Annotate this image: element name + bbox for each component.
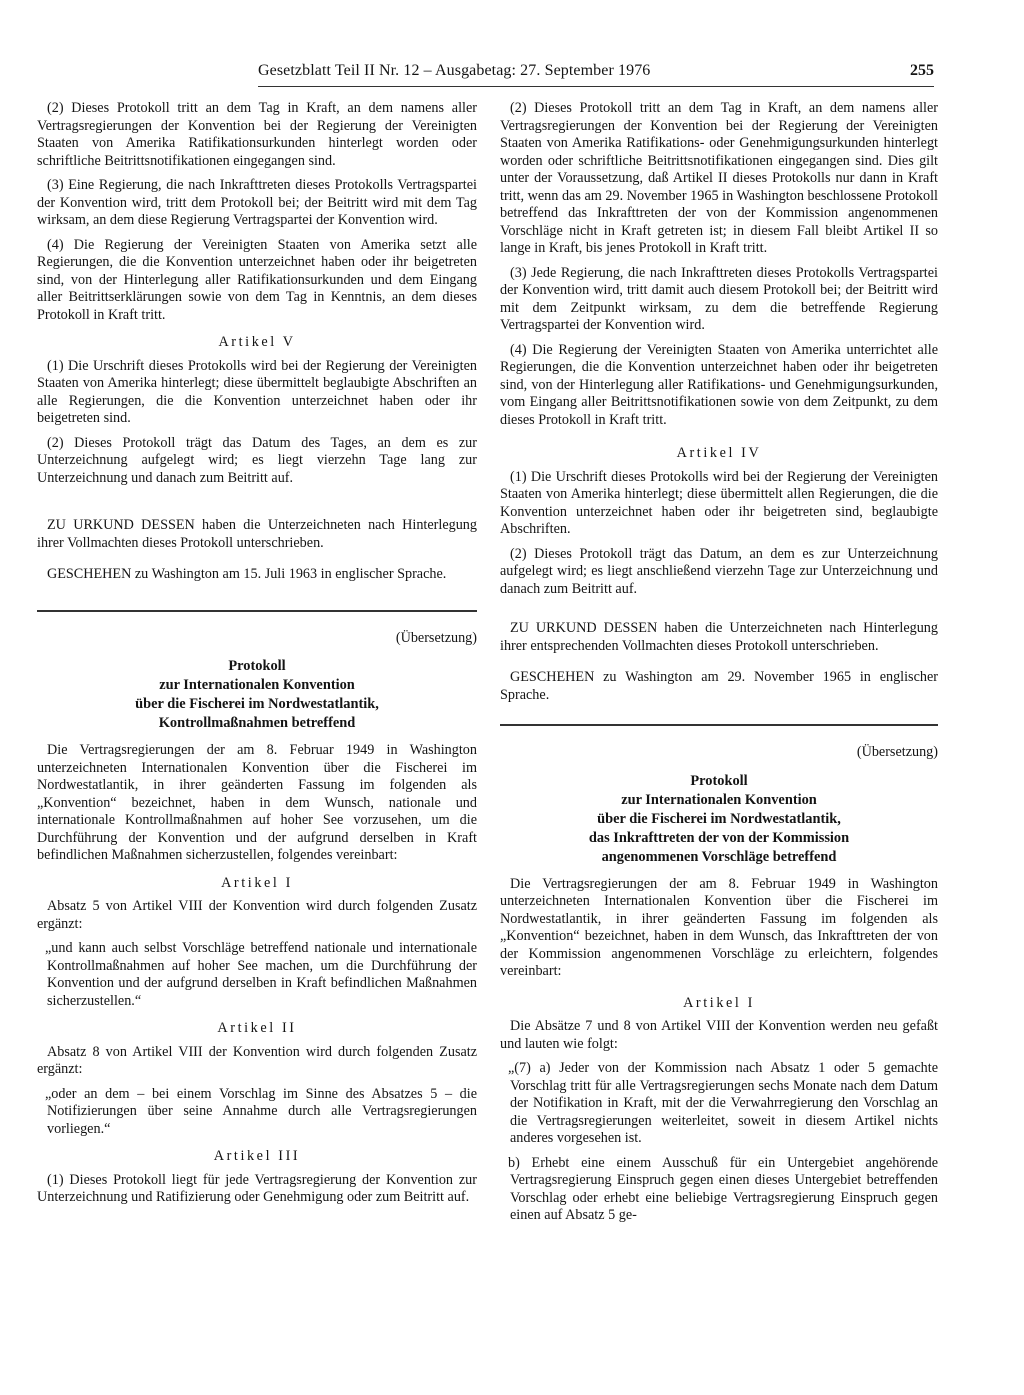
- article-heading: Artikel I: [221, 874, 293, 891]
- title-line: das Inkrafttreten der von der Kommission: [588, 829, 850, 846]
- paragraph: Die Absätze 7 und 8 von Artikel VIII der Konvention werden neu gefaßt und lauten wie folgt:: [500, 1018, 938, 1052]
- closing-date: GESCHEHEN zu Washington am 15. Juli 1963 in englischer Sprache.: [47, 566, 447, 582]
- article-heading: Artikel IV: [676, 445, 762, 461]
- quoted-text: b) Erhebt eine einem Ausschuß für ein Untergebiet angehörende Vertragsregierung Einspruch gegen einen dieses Untergebiet betreffenden Vorschlag oder erhebt eine beliebige Vertragsregierung Einspruch gegen einen auf Absatz 5 ge-: [508, 1154, 938, 1223]
- section-divider: [500, 724, 938, 726]
- closing-date: GESCHEHEN zu Washington am 29. November 1965 in englischer Sprache.: [500, 669, 938, 703]
- header-title: Gesetzblatt Teil II Nr. 12 – Ausgabetag: 27. September 1976: [258, 62, 651, 79]
- translation-note: (Übersetzung): [395, 629, 477, 646]
- page-number: 255: [910, 62, 934, 79]
- quoted-text: „und kann auch selbst Vorschläge betreffend nationale und internationale Kontrollmaßnahmen auf hoher See machen, um die Durchführung der Konvention und der aufgrund derselben in Kraft befindlichen Maßnahmen sicherzustellen.“: [45, 940, 477, 1009]
- paragraph: (1) Die Urschrift dieses Protokolls wird bei der Regierung der Vereinigten Staaten von Amerika hinterlegt; diese übermittelt allen Regierungen, die die Konvention unterzeichnet haben oder ihr beigetreten sind, beglaubigte Abschriften.: [500, 468, 938, 537]
- protocol-title: [500, 772, 938, 867]
- title-line: zur Internationalen Konvention: [159, 677, 355, 693]
- left-column: [37, 100, 477, 1214]
- paragraph: Absatz 5 von Artikel VIII der Konvention wird durch folgenden Zusatz ergänzt:: [37, 898, 477, 932]
- paragraph: (1) Die Urschrift dieses Protokolls wird bei der Regierung der Vereinigten Staaten von Amerika hinterlegt; diese übermittelt beglaubigte Abschriften an alle Regierungen, die die Konvention unterzeichnet haben oder ihr beigetreten sind.: [37, 357, 477, 426]
- right-column: [500, 100, 938, 1232]
- quoted-text: „(7) a) Jeder von der Kommission nach Absatz 1 oder 5 gemachte Vorschlag tritt für alle Vertragsregierungen sechs Monate nach dem Datum der Notifikation in Kraft, mit der die Verwahrregierung den Vorschlag an die Vertragsregierungen weiterleitet, soweit in diesem Artikel nichts anderes vorgesehen ist.: [508, 1060, 938, 1146]
- article-heading: Artikel I: [683, 994, 755, 1011]
- title-line: über die Fischerei im Nordwestatlantik,: [135, 696, 379, 712]
- page-header: [258, 60, 934, 87]
- paragraph: Absatz 8 von Artikel VIII der Konvention wird durch folgenden Zusatz ergänzt:: [37, 1043, 477, 1077]
- paragraph: (3) Jede Regierung, die nach Inkrafttreten dieses Protokolls Vertragspartei der Konvention wird, tritt damit auch diesem Protokoll bei; der Beitritt wird mit dem Zeitpunkt wirksam, zu dem die betreffende Regierung Vertragspartei der Konvention wird.: [500, 264, 938, 333]
- article-heading: Artikel II: [217, 1020, 297, 1036]
- article-heading: Artikel III: [213, 1148, 301, 1164]
- title-line: zur Internationalen Konvention: [621, 791, 817, 808]
- title-line: über die Fischerei im Nordwestatlantik,: [597, 810, 841, 827]
- paragraph: (2) Dieses Protokoll tritt an dem Tag in Kraft, an dem namens aller Vertragsregierungen der Konvention bei der Regierung der Vereinigten Staaten von Amerika Ratifikations- oder Genehmigungsurkunden hinterlegt worden oder schriftliche Beitrittsnotifikationen eingegangen sind. Dies gilt unter der Voraussetzung, daß Artikel II dieses Protokolls nur dann in Kraft tritt, wenn das am 29. November 1965 in Washington beschlossene Protokoll betreffend das Inkrafttreten der von der Kommission angenommenen Vorschläge nicht in Kraft getreten ist; in diesem Fall bleibt Artikel II so lange in Kraft, bis jenes Protokoll in Kraft tritt.: [500, 100, 938, 256]
- paragraph: (3) Eine Regierung, die nach Inkrafttreten dieses Protokolls Vertragspartei der Konvention wird, tritt dem Protokoll bei; der Beitritt wird mit dem Tag wirksam, an dem diese Regierung Vertragspartei der Konvention wird.: [37, 177, 477, 228]
- title-line: Protokoll: [690, 772, 748, 789]
- paragraph: (2) Dieses Protokoll trägt das Datum, an dem es zur Unterzeichnung aufgelegt wird; es liegt anschließend vierzehn Tage zur Unterzeichnung und danach zum Beitritt auf.: [500, 545, 938, 597]
- title-line: Protokoll: [228, 658, 286, 674]
- title-line: angenommenen Vorschläge betreffend: [601, 848, 837, 865]
- preamble: Die Vertragsregierungen der am 8. Februar 1949 in Washington unterzeichneten Internationalen Konvention über die Fischerei im Nordwestatlantik, in ihrer geänderten Fassung im folgenden als „Konvention“ bezeichnet, haben in dem Wunsch, das Inkrafttreten der von der Kommission angenommenen Vorschläge zu erleichtern, folgendes vereinbart:: [500, 875, 938, 979]
- closing-clause: ZU URKUND DESSEN haben die Unterzeichneten nach Hinterlegung ihrer Vollmachten dieses Protokoll unterschrieben.: [37, 517, 477, 551]
- paragraph: (2) Dieses Protokoll tritt an dem Tag in Kraft, an dem namens aller Vertragsregierungen der Konvention bei der Regierung der Vereinigten Staaten von Amerika Ratifikationsurkunden hinterlegt worden oder schriftliche Beitrittsnotifikationen eingegangen sind.: [37, 100, 477, 169]
- paragraph: (4) Die Regierung der Vereinigten Staaten von Amerika unterrichtet alle Regierungen, die die Konvention unterzeichnet haben oder ihr beigetreten sind, von der Hinterlegung aller Ratifikations- und Genehmigungsurkunden, vom Eingang aller Beitrittsnotifikationen sowie von dem Zeitpunkt, zu dem dieses Protokoll in Kraft tritt.: [500, 341, 938, 428]
- paragraph: (4) Die Regierung der Vereinigten Staaten von Amerika setzt alle Regierungen, die die Konvention unterzeichnet haben oder ihr beigetreten sind, von der Hinterlegung aller Ratifikationsurkunden und dem Eingang aller Beitrittserklärungen sowie von dem Tag in Kenntnis, an dem dieses Protokoll in Kraft tritt.: [37, 236, 477, 323]
- protocol-title: [37, 657, 477, 733]
- quoted-text: „oder an dem – bei einem Vorschlag im Sinne des Absatzes 5 – die Notifizierungen über seine Annahme durch alle Vertragsregierungen vorliegen.“: [45, 1085, 477, 1137]
- paragraph: (1) Dieses Protokoll liegt für jede Vertragsregierung der Konvention zur Unterzeichnung und Ratifizierung oder Genehmigung oder zum Beitritt auf.: [37, 1171, 477, 1205]
- paragraph: (2) Dieses Protokoll trägt das Datum des Tages, an dem es zur Unterzeichnung aufgelegt wird; es liegt vierzehn Tage lang zur Unterzeichnung und danach zum Beitritt auf.: [37, 434, 477, 486]
- section-divider: [37, 610, 477, 612]
- article-heading: Artikel V: [218, 334, 296, 350]
- preamble: Die Vertragsregierungen der am 8. Februar 1949 in Washington unterzeichneten Internationalen Konvention über die Fischerei im Nordwestatlantik, in ihrer geänderten Fassung im folgenden als „Konvention“ bezeichnet, haben in dem Wunsch, nationale und internationale Kontrollmaßnahmen auf hoher See vorzusehen, um die Durchführung der Konvention und der aufgrund derselben in Kraft befindlichen Maßnahmen sicherzustellen, folgendes vereinbart:: [37, 742, 477, 863]
- translation-note: (Übersetzung): [856, 744, 938, 760]
- closing-clause: ZU URKUND DESSEN haben die Unterzeichneten nach Hinterlegung ihrer entsprechenden Vollmachten dieses Protokoll unterschrieben.: [500, 620, 938, 654]
- title-line: Kontrollmaßnahmen betreffend: [158, 715, 356, 731]
